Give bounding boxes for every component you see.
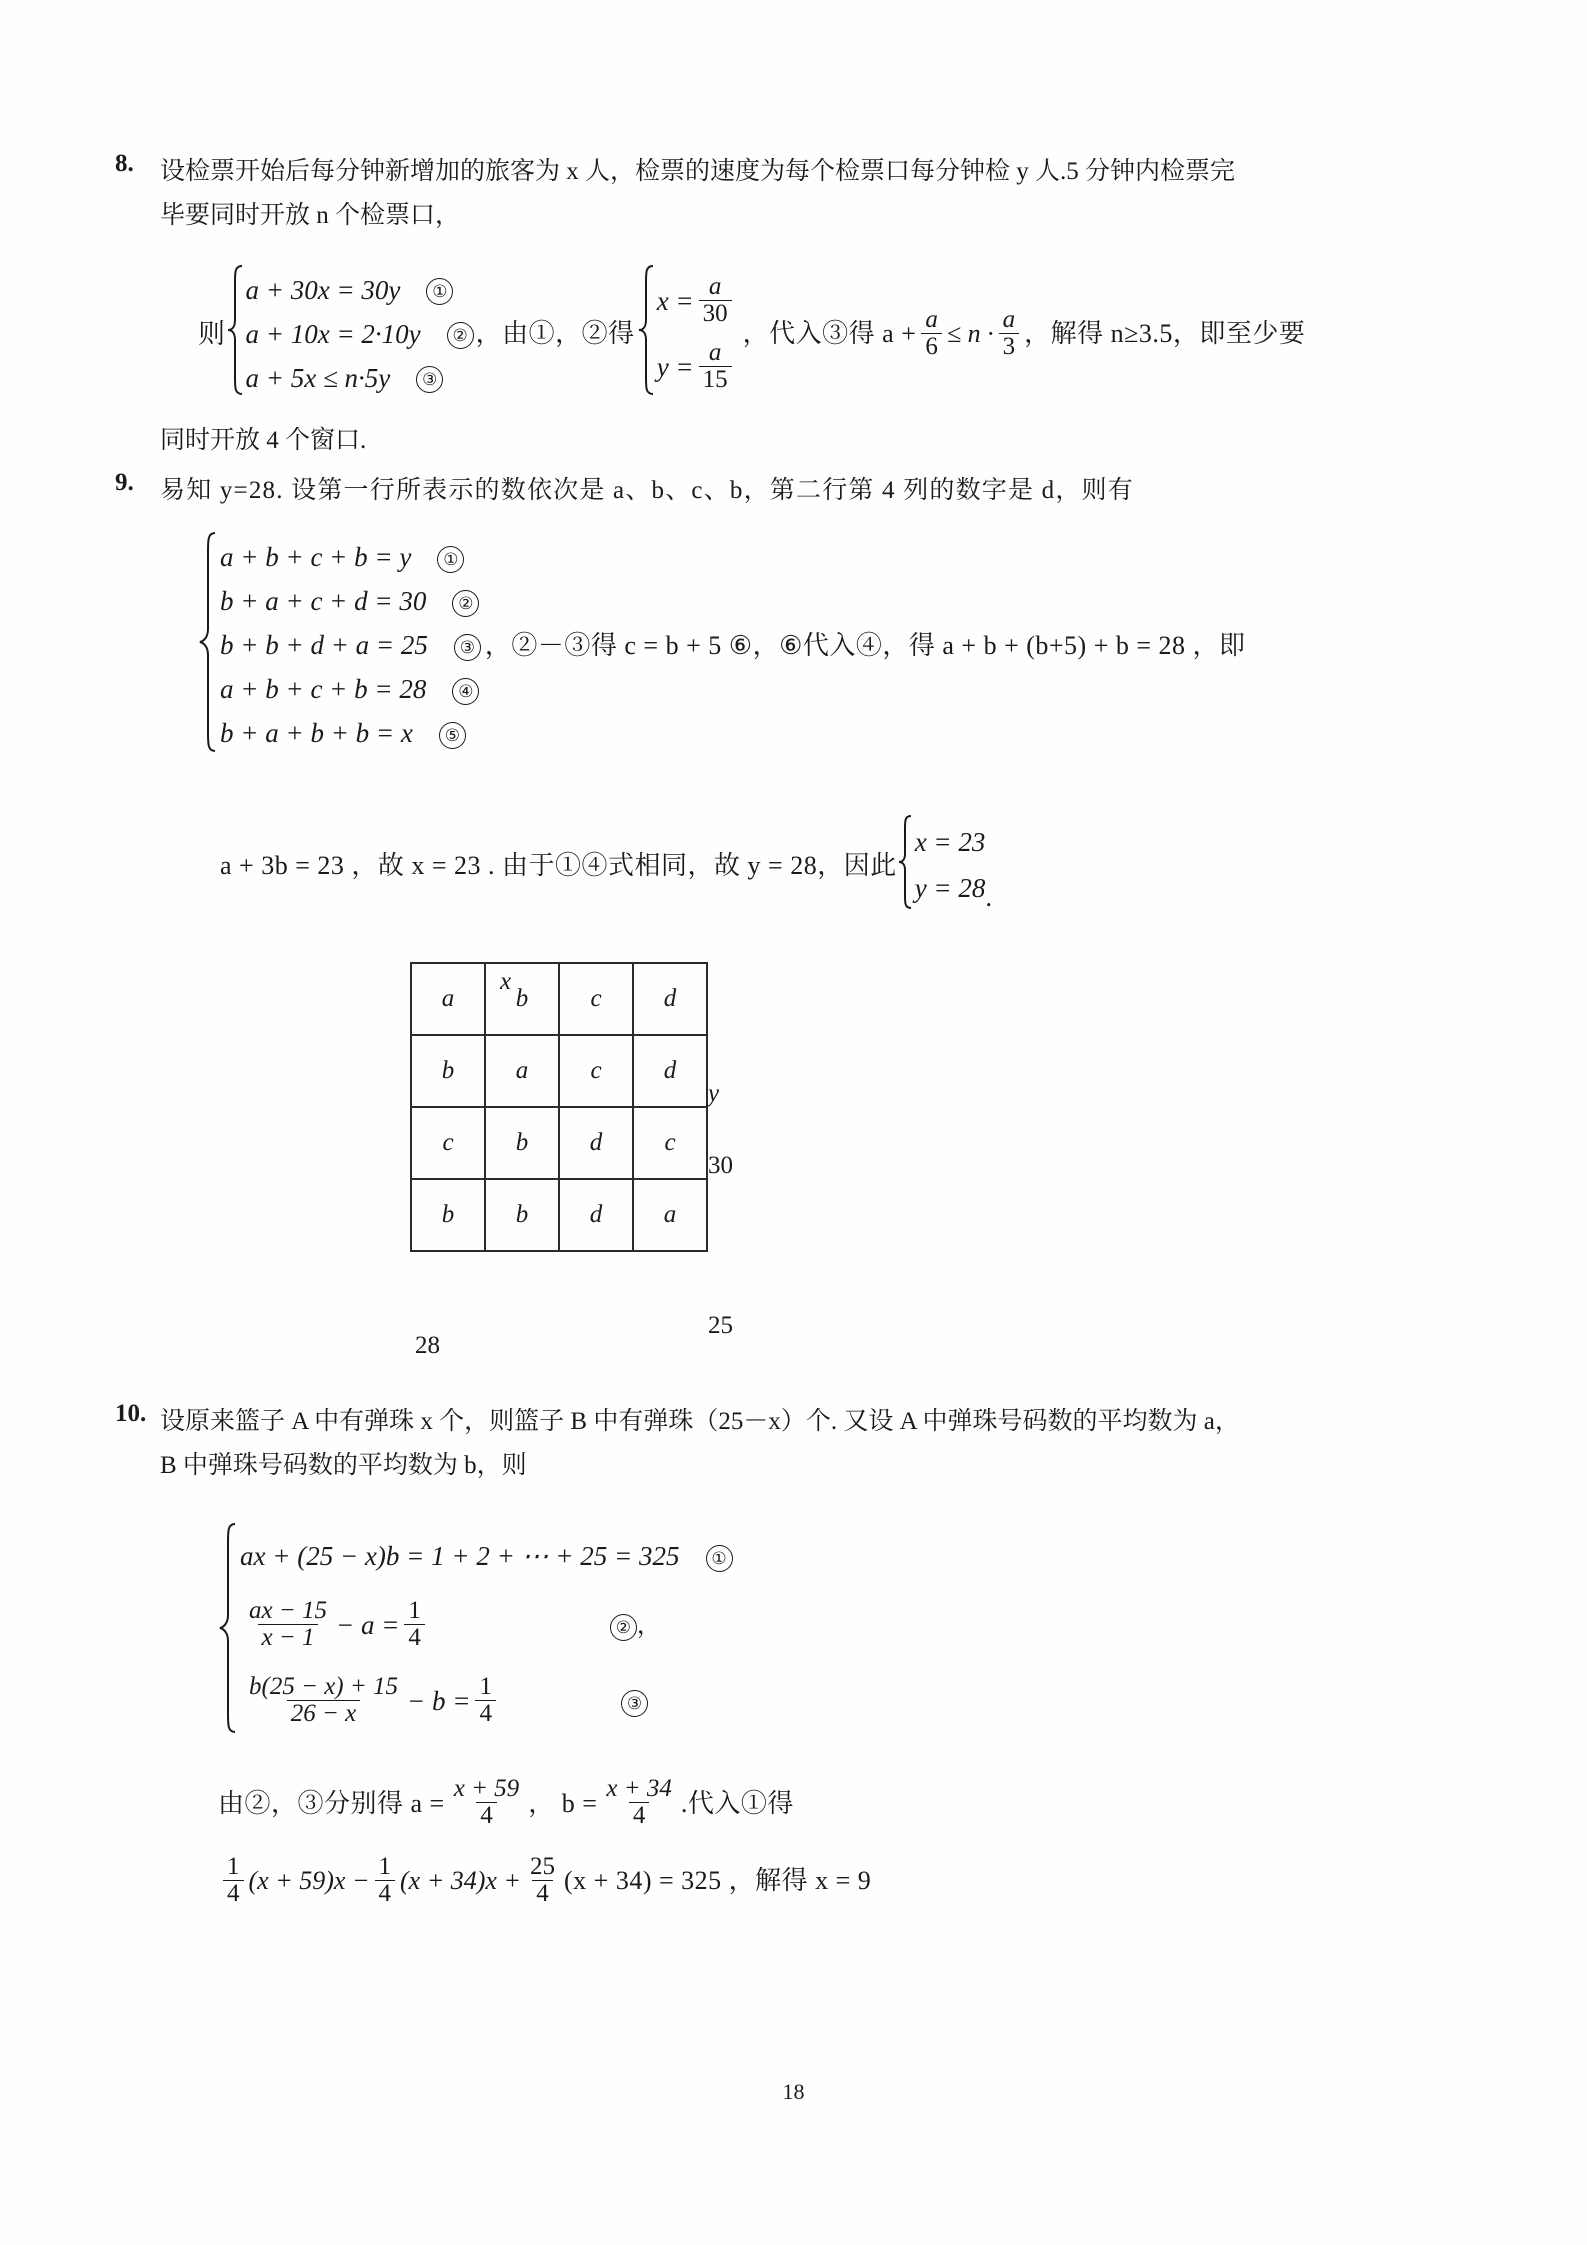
- grid-cell: c: [559, 963, 633, 1035]
- problem-10-final-t2: (x + 34)x +: [400, 1866, 521, 1895]
- equation-row: [220, 668, 481, 712]
- fraction-denominator: x − 1: [258, 1624, 319, 1651]
- fraction-denominator: 4: [629, 1802, 650, 1829]
- grid-cell: d: [559, 1179, 633, 1251]
- fraction-numerator: 1: [378, 1852, 391, 1880]
- problem-10-final-t1: (x + 59)x −: [248, 1866, 370, 1895]
- problem-8-number: 8.: [115, 150, 134, 177]
- problem-8-mid-text: ，由①，②得: [475, 319, 635, 349]
- fraction-denominator: 4: [375, 1880, 396, 1907]
- fraction-denominator: 26 − x: [287, 1700, 360, 1727]
- problem-10-derive-post: .代入①得: [680, 1788, 794, 1818]
- table-row: [411, 1179, 707, 1251]
- problem-8-eq-3: a + 5x ≤ n·5y: [245, 362, 391, 393]
- fraction-one-quarter: [223, 1854, 244, 1908]
- left-brace-icon: [226, 264, 246, 405]
- equation-row: [220, 580, 481, 624]
- fraction-one-quarter: [375, 1854, 396, 1908]
- problem-10-eq-3-rest: − b =: [407, 1685, 471, 1716]
- grid-cell: b: [411, 1035, 485, 1107]
- problem-8-tag-3: ③: [416, 366, 443, 393]
- grid-right-label-row4: 25: [708, 1312, 733, 1340]
- problem-10-tag-2-suffix: ，: [636, 1612, 662, 1639]
- fraction-numerator: x + 59: [453, 1775, 520, 1802]
- fraction-denominator: 30: [699, 300, 732, 327]
- fraction-numerator: x + 34: [606, 1775, 672, 1802]
- problem-8-intro: [160, 150, 1450, 238]
- problem-8-system-1: [226, 264, 474, 405]
- fraction-numerator: ax − 15: [249, 1596, 327, 1624]
- fraction-denominator: 4: [223, 1880, 244, 1907]
- problem-9-result-system: [897, 814, 986, 919]
- grid-cell: c: [559, 1035, 633, 1107]
- left-brace-icon: [637, 264, 657, 405]
- problem-9-number: 9.: [115, 468, 134, 496]
- problem-10-number: 10.: [115, 1400, 147, 1428]
- fraction-x59-4: [450, 1776, 523, 1830]
- problem-9-eq-4: a + b + c + b = 28: [220, 674, 427, 705]
- problem-9-tag-3: ③: [454, 634, 481, 661]
- equation-row: [246, 268, 474, 312]
- left-brace-icon: [897, 814, 915, 919]
- grid-cell: b: [485, 1179, 559, 1251]
- problem-8-sol-x-lhs: x =: [656, 285, 694, 316]
- problem-8-intro-line2: 毕要同时开放 n 个检票口，: [160, 202, 461, 229]
- table-row: [411, 1107, 707, 1179]
- grid-cell: d: [633, 963, 707, 1035]
- equation-row: [915, 866, 986, 912]
- problem-9-derivation: ，②－③得 c = b + 5 ⑥，⑥代入④，得 a + b + (b+5) + b = 28 ，即: [484, 630, 1246, 660]
- equation-row: [657, 268, 737, 334]
- fraction-25-4: [526, 1854, 559, 1908]
- equation-row: [240, 1664, 733, 1740]
- grid-cell: b: [485, 963, 559, 1035]
- grid-cell: c: [411, 1107, 485, 1179]
- grid-cell: d: [633, 1035, 707, 1107]
- problem-9-tag-1: ①: [437, 546, 464, 573]
- table-row: [411, 1035, 707, 1107]
- problem-8-tag-2: ②: [447, 322, 474, 349]
- problem-10-derive-pre: 由②，③分别得 a =: [218, 1788, 445, 1818]
- grid-right-label-row1: y: [708, 1080, 720, 1108]
- fraction-x34-4: [602, 1776, 675, 1830]
- problem-10-intro-line2: B 中弹珠号码数的平均数为 b，则: [160, 1452, 527, 1480]
- fraction-numerator: a: [708, 338, 722, 366]
- problem-9-tag-5: ⑤: [439, 722, 466, 749]
- problem-8-tag-1: ①: [426, 278, 453, 305]
- problem-10-derivation-row: [218, 1777, 1450, 1831]
- problem-9-tag-2: ②: [452, 590, 479, 617]
- grid-top-label: x: [500, 968, 512, 996]
- problem-9-system: [198, 531, 481, 762]
- fraction-denominator: 3: [999, 333, 1020, 360]
- fraction-b25x15-26x: [245, 1674, 402, 1728]
- problem-9-result-row: [220, 814, 1450, 919]
- fraction-numerator: a: [708, 272, 722, 300]
- problem-10-derive-mid: ， b =: [528, 1788, 598, 1818]
- grid-bottom-label: 28: [415, 1332, 440, 1360]
- equation-row: [246, 312, 474, 356]
- problem-9-grid-figure: [160, 962, 1450, 1382]
- problem-9-intro-line1: 易知 y=28. 设第一行所表示的数依次是 a、b、c、b，第二行第 4 列的数字是 d，则有: [160, 476, 1134, 504]
- fraction-numerator: 1: [408, 1596, 421, 1624]
- equation-row: [240, 1526, 733, 1588]
- problem-8-intro-line1: 设检票开始后每分钟新增加的旅客为 x 人，检票的速度为每个检票口每分钟检 y 人.5 分钟内检票完: [160, 158, 1236, 185]
- fraction-denominator: 4: [532, 1880, 553, 1907]
- fraction-numerator: a: [925, 305, 938, 333]
- fraction-denominator: 4: [404, 1624, 425, 1651]
- fraction-one-quarter: [404, 1598, 425, 1652]
- fraction-ax15-x1: [245, 1598, 331, 1652]
- problem-9-result-y: y = 28: [914, 873, 986, 903]
- problem-8-equation-row: [198, 264, 1450, 405]
- fraction-denominator: 4: [476, 1802, 497, 1829]
- left-brace-icon: [198, 531, 220, 762]
- problem-8-lead: 则: [198, 318, 226, 349]
- fraction-a-30: [699, 274, 732, 328]
- problem-9-eq-3: b + b + d + a = 25: [220, 630, 428, 661]
- problem-9-result-line: a + 3b = 23 ，故 x = 23 . 由于①④式相同，故 y = 28，因此: [220, 850, 897, 880]
- problem-8-conclusion: 同时开放 4 个窗口.: [160, 426, 367, 454]
- table-row: [411, 963, 707, 1035]
- problem-10-intro-line1: 设原来篮子 A 中有弹珠 x 个，则篮子 B 中有弹珠（25－x）个. 又设 A 中弹珠号码数的平均数为 a，: [160, 1408, 1240, 1436]
- problem-10-tag-3: ③: [621, 1690, 648, 1717]
- fraction-denominator: 4: [475, 1700, 496, 1727]
- problem-10-eq-2-rest: − a =: [335, 1609, 400, 1640]
- fraction-one-quarter: [475, 1674, 496, 1728]
- page-content: [115, 150, 1450, 1914]
- problem-8-tail-pre: ，代入③得 a +: [742, 319, 917, 349]
- problem-8-eq-1: a + 30x = 30y: [245, 274, 401, 305]
- problem-9-result-period: .: [985, 881, 993, 912]
- fraction-denominator: 15: [699, 366, 732, 393]
- fraction-a-3: [999, 307, 1020, 361]
- equation-row: [220, 536, 481, 580]
- grid-right-label-row2: 30: [708, 1152, 733, 1180]
- fraction-numerator: b(25 − x) + 15: [249, 1672, 398, 1700]
- problem-8: [115, 150, 1450, 463]
- problem-10-eq-1: ax + (25 − x)b = 1 + 2 + ⋯ + 25 = 325: [240, 1540, 680, 1571]
- grid-cell: a: [633, 1179, 707, 1251]
- problem-9-tag-4: ④: [452, 678, 479, 705]
- fraction-a-6: [921, 307, 942, 361]
- problem-9-eq-2: b + a + c + d = 30: [220, 586, 427, 617]
- problem-9-eq-1: a + b + c + b = y: [220, 542, 412, 573]
- problem-10-intro: [160, 1400, 1450, 1488]
- grid-cell: c: [633, 1107, 707, 1179]
- page-number: 18: [782, 2079, 805, 2104]
- problem-8-sol-y-lhs: y =: [656, 351, 694, 382]
- problem-8-system-2: [637, 264, 737, 405]
- problem-9: [115, 468, 1450, 1383]
- problem-10: [115, 1400, 1450, 1908]
- fraction-numerator: a: [1002, 305, 1016, 333]
- problem-9-eq-5: b + a + b + b = x: [220, 718, 413, 749]
- problem-9-equation-row: [198, 531, 1450, 762]
- equation-row: [915, 820, 986, 866]
- grid-table: [410, 962, 708, 1252]
- problem-10-final-row: [218, 1852, 1450, 1909]
- grid-cell: b: [485, 1107, 559, 1179]
- equation-row: [657, 334, 737, 400]
- problem-10-equation-row: [218, 1522, 1450, 1743]
- fraction-a-15: [699, 340, 732, 394]
- problem-10-system: [218, 1522, 733, 1743]
- grid-cell: d: [559, 1107, 633, 1179]
- problem-8-tail-mid: ≤ n ·: [946, 319, 994, 349]
- equation-row: [240, 1588, 733, 1664]
- grid-cell: b: [411, 1179, 485, 1251]
- equation-row: [220, 712, 481, 756]
- problem-10-tag-1: ①: [706, 1545, 733, 1572]
- problem-10-tag-2: ②: [610, 1614, 637, 1641]
- fraction-numerator: 1: [227, 1852, 240, 1880]
- left-brace-icon: [218, 1522, 240, 1743]
- fraction-numerator: 1: [479, 1672, 492, 1700]
- fraction-numerator: 25: [530, 1852, 555, 1880]
- grid-cell: a: [411, 963, 485, 1035]
- problem-8-eq-2: a + 10x = 2·10y: [245, 318, 421, 349]
- fraction-denominator: 6: [921, 333, 942, 360]
- equation-row: [246, 356, 474, 400]
- problem-9-result-x: x = 23: [914, 827, 986, 857]
- problem-10-final-t3: (x + 34) = 325 ，解得 x = 9: [564, 1866, 872, 1895]
- equation-row: [220, 624, 481, 668]
- problem-8-tail-post: ，解得 n≥3.5，即至少要: [1024, 319, 1306, 349]
- grid-cell: a: [485, 1035, 559, 1107]
